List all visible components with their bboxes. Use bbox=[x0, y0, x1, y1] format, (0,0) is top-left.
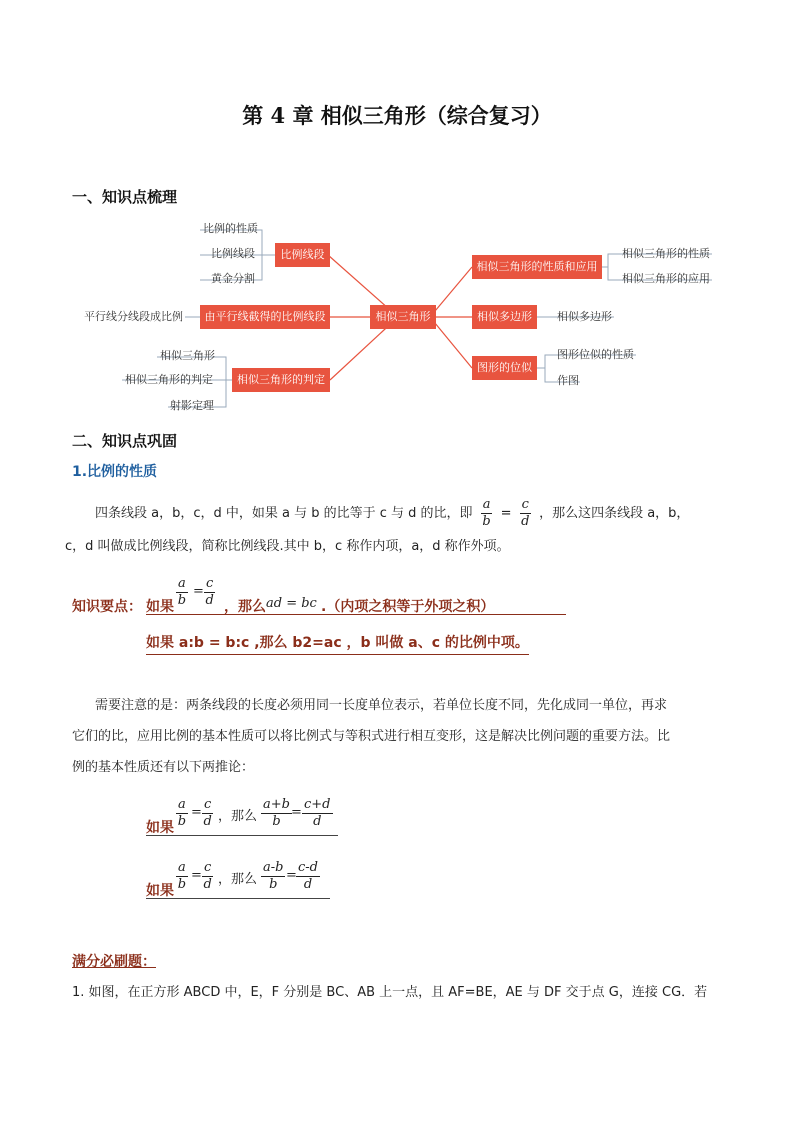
key-frac-c-d: $\frac{c}{d}$ bbox=[205, 576, 214, 608]
leaf-projection-theorem: 射影定理 bbox=[170, 399, 214, 412]
paragraph-2-line-2: 它们的比，应用比例的基本性质可以将比例式与等积式进行相互变形，这是解决比例问题的重要方法。比 bbox=[72, 729, 671, 744]
cor1-frac-a-b: $\frac{a}{b}$ bbox=[177, 797, 187, 829]
cor2-frac-c-d: $\frac{c}{d}$ bbox=[203, 860, 212, 892]
cor1-frac-a-plus-b: $\frac{a+b}{b}$ bbox=[263, 797, 290, 829]
fraction-a-b: $\frac{a}{b}$ bbox=[482, 497, 491, 529]
paragraph-2-line-1: 需要注意的是：两条线段的长度必须用同一长度单位表示，若单位长度不同，先化成同一单位，再求 bbox=[95, 698, 668, 713]
paragraph-1-line-1: 四条线段 a，b，c，d 中，如果 a 与 b 的比等于 c 与 d 的比，即 $\frac{a}{b}$ = $\frac{c}{d}$ ，那么这四条线段 a，b， bbox=[95, 497, 690, 529]
key-frac-a-b: $\frac{a}{b}$ bbox=[177, 576, 187, 608]
corollary-2: 如果 $\frac{a}{b}$ = $\frac{c}{d}$ ，那么 $\frac{a-b}{b}$ = $\frac{c-d}{d}$ bbox=[146, 858, 330, 899]
branch-properties-applications: 相似三角形的性质和应用 bbox=[472, 255, 602, 279]
leaf-similar-triangles: 相似三角形 bbox=[160, 349, 215, 362]
cor2-frac-a-minus-b: $\frac{a-b}{b}$ bbox=[263, 860, 284, 892]
leaf-similar-criteria: 相似三角形的判定 bbox=[125, 373, 213, 386]
branch-proportional-segments: 比例线段 bbox=[275, 243, 330, 267]
leaf-parallel-division: 平行线分线段成比例 bbox=[84, 310, 183, 323]
leaf-proportional-segments: 比例线段 bbox=[211, 247, 255, 260]
cor2-frac-c-minus-d: $\frac{c-d}{d}$ bbox=[298, 860, 318, 892]
p1-text-a: 四条线段 a，b，c，d 中，如果 a 与 b 的比等于 c 与 d 的比，即 bbox=[95, 506, 473, 521]
leaf-similar-applications: 相似三角形的应用 bbox=[622, 272, 710, 285]
section-heading-2: 二、知识点巩固 bbox=[72, 432, 178, 450]
subsection-heading-1: 1.比例的性质 bbox=[72, 464, 158, 480]
exercise-label: 满分必刷题： bbox=[72, 954, 156, 970]
leaf-similar-properties: 相似三角形的性质 bbox=[622, 247, 710, 260]
key-point-label: 知识要点： bbox=[72, 599, 142, 615]
leaf-homothety-properties: 图形位似的性质 bbox=[557, 348, 634, 361]
section-heading-1: 一、知识点梳理 bbox=[72, 188, 178, 206]
fraction-c-d: $\frac{c}{d}$ bbox=[521, 497, 530, 529]
p1-text-b: ，那么这四条线段 a，b， bbox=[539, 506, 690, 521]
exercise-1: 1. 如图，在正方形 ABCD 中，E，F 分别是 BC、AB 上一点，且 AF=BE，AE 与 DF 交于点 G，连接 CG．若 bbox=[72, 985, 708, 1000]
branch-homothety: 图形的位似 bbox=[472, 356, 537, 380]
branch-parallel-lines: 由平行线截得的比例线段 bbox=[200, 305, 330, 329]
paragraph-2-line-3: 例的基本性质还有以下两推论： bbox=[72, 760, 255, 775]
mind-map-center: 相似三角形 bbox=[370, 305, 436, 329]
corollary-1: 如果 $\frac{a}{b}$ = $\frac{c}{d}$ ，那么 $\frac{a+b}{b}$ = $\frac{c+d}{d}$ bbox=[146, 795, 338, 836]
branch-similar-criteria: 相似三角形的判定 bbox=[232, 368, 330, 392]
cor2-frac-a-b: $\frac{a}{b}$ bbox=[177, 860, 187, 892]
leaf-proportion-properties: 比例的性质 bbox=[203, 222, 258, 235]
leaf-similar-polygons: 相似多边形 bbox=[557, 310, 612, 323]
key-point-1 bbox=[72, 576, 532, 616]
key-point-line-1: 如果 $\frac{a}{b}$ = $\frac{c}{d}$ ，那么 ad = bc .（内项之积等于外项之积） bbox=[146, 576, 566, 615]
key-point-line-2: 如果 a:b = b:c ,那么 b2=ac ，b 叫做 a、c 的比例中项。 bbox=[146, 632, 529, 655]
mind-map bbox=[0, 210, 794, 420]
cor1-frac-c-plus-d: $\frac{c+d}{d}$ bbox=[304, 797, 331, 829]
cor1-frac-c-d: $\frac{c}{d}$ bbox=[203, 797, 212, 829]
leaf-construction: 作图 bbox=[557, 374, 579, 387]
paragraph-1-line-2: c，d 叫做成比例线段，简称比例线段.其中 b，c 称作内项，a，d 称作外项。 bbox=[65, 539, 510, 554]
leaf-golden-ratio: 黄金分割 bbox=[211, 272, 255, 285]
page-title: 第 4 章 相似三角形（综合复习） bbox=[242, 103, 552, 128]
branch-similar-polygons: 相似多边形 bbox=[472, 305, 537, 329]
